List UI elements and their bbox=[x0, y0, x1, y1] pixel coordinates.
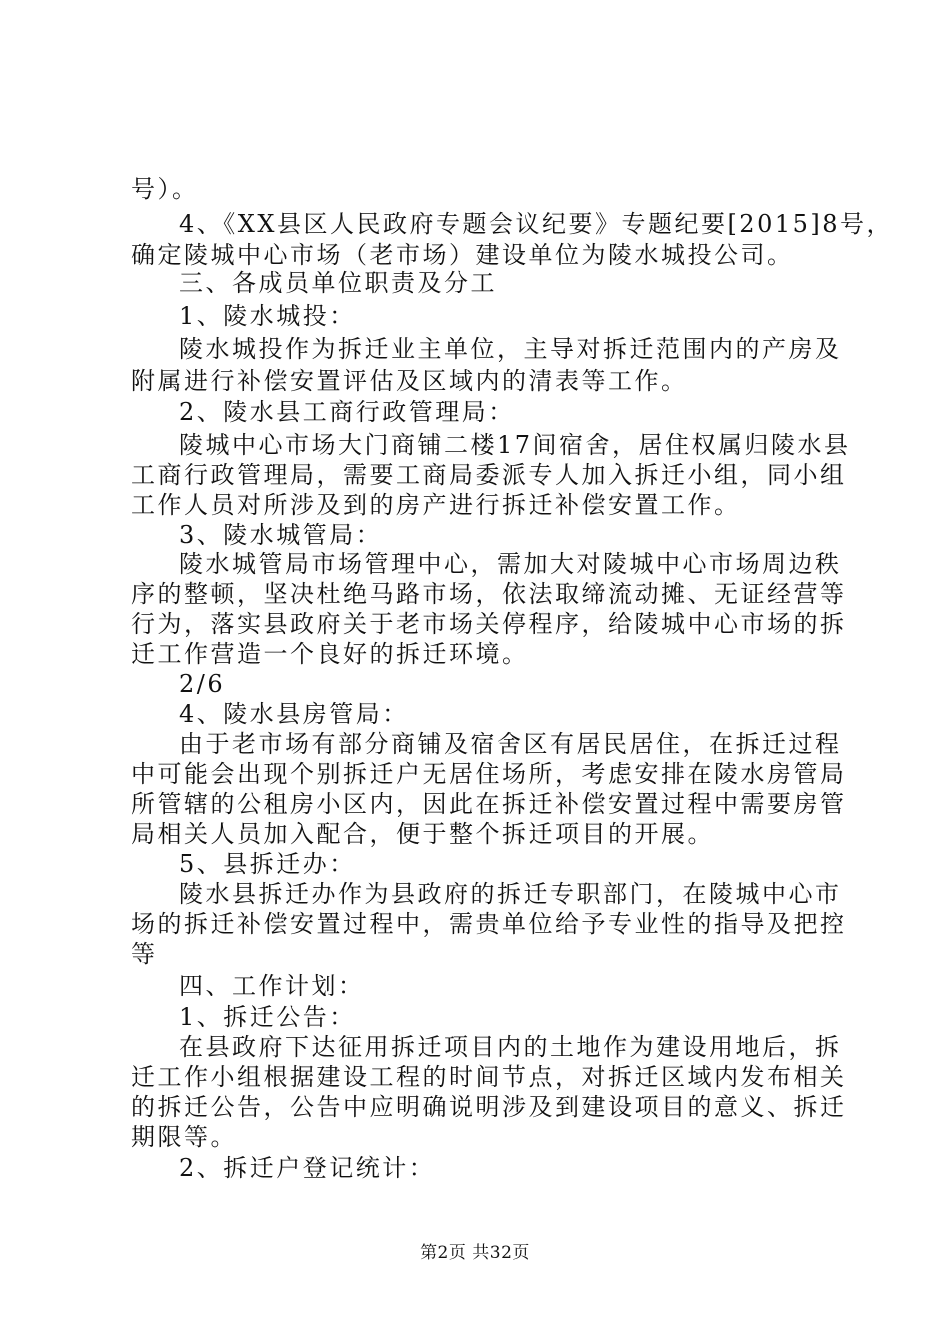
text-line: 局相关人员加入配合，便于整个拆迁项目的开展。 bbox=[131, 820, 714, 848]
subsection-heading: 2、拆迁户登记统计： bbox=[179, 1154, 436, 1182]
text-line: 号）。 bbox=[131, 175, 199, 203]
text-line: 附属进行补偿安置评估及区域内的清表等工作。 bbox=[131, 367, 688, 395]
text-line: 4、《XX县区人民政府专题会议纪要》专题纪要[2015]8号， bbox=[179, 210, 894, 238]
text-line: 所管辖的公租房小区内，因此在拆迁补偿安置过程中需要房管 bbox=[131, 790, 847, 818]
text-line: 陵水县拆迁办作为县政府的拆迁专职部门，在陵城中心市 bbox=[179, 880, 842, 908]
text-line: 等 bbox=[131, 940, 158, 968]
subsection-heading: 3、陵水城管局： bbox=[179, 521, 383, 549]
text-line: 迁工作小组根据建设工程的时间节点，对拆迁区域内发布相关 bbox=[131, 1063, 847, 1091]
text-line: 场的拆迁补偿安置过程中，需贵单位给予专业性的指导及把控 bbox=[131, 910, 847, 938]
text-line: 行为，落实县政府关于老市场关停程序，给陵城中心市场的拆 bbox=[131, 610, 847, 638]
text-line: 由于老市场有部分商铺及宿舍区有居民居住，在拆迁过程 bbox=[179, 730, 842, 758]
text-line: 迁工作营造一个良好的拆迁环境。 bbox=[131, 640, 529, 668]
page-number-footer: 第2页 共32页 bbox=[420, 1243, 530, 1263]
section-heading: 三、各成员单位职责及分工 bbox=[179, 269, 497, 297]
text-line: 序的整顿，坚决杜绝马路市场，依法取缔流动摊、无证经营等 bbox=[131, 580, 847, 608]
text-line: 中可能会出现个别拆迁户无居住场所，考虑安排在陵水房管局 bbox=[131, 760, 847, 788]
text-line: 陵水城管局市场管理中心，需加大对陵城中心市场周边秩 bbox=[179, 550, 842, 578]
text-line: 工作人员对所涉及到的房产进行拆迁补偿安置工作。 bbox=[131, 491, 741, 519]
text-line: 确定陵城中心市场（老市场）建设单位为陵水城投公司。 bbox=[131, 241, 794, 269]
text-line: 陵水城投作为拆迁业主单位，主导对拆迁范围内的产房及 bbox=[179, 335, 842, 363]
text-line: 的拆迁公告，公告中应明确说明涉及到建设项目的意义、拆迁 bbox=[131, 1093, 847, 1121]
page-marker: 2/6 bbox=[179, 670, 226, 698]
subsection-heading: 1、陵水城投： bbox=[179, 302, 356, 330]
text-line: 工商行政管理局，需要工商局委派专人加入拆迁小组，同小组 bbox=[131, 461, 847, 489]
text-line: 陵城中心市场大门商铺二楼17间宿舍，居住权属归陵水县 bbox=[179, 431, 851, 459]
subsection-heading: 4、陵水县房管局： bbox=[179, 700, 409, 728]
section-heading: 四、工作计划： bbox=[179, 972, 365, 1000]
subsection-heading: 5、县拆迁办： bbox=[179, 850, 356, 878]
text-line: 在县政府下达征用拆迁项目内的土地作为建设用地后，拆 bbox=[179, 1033, 842, 1061]
subsection-heading: 2、陵水县工商行政管理局： bbox=[179, 398, 515, 426]
subsection-heading: 1、拆迁公告： bbox=[179, 1003, 356, 1031]
text-line: 期限等。 bbox=[131, 1123, 237, 1151]
